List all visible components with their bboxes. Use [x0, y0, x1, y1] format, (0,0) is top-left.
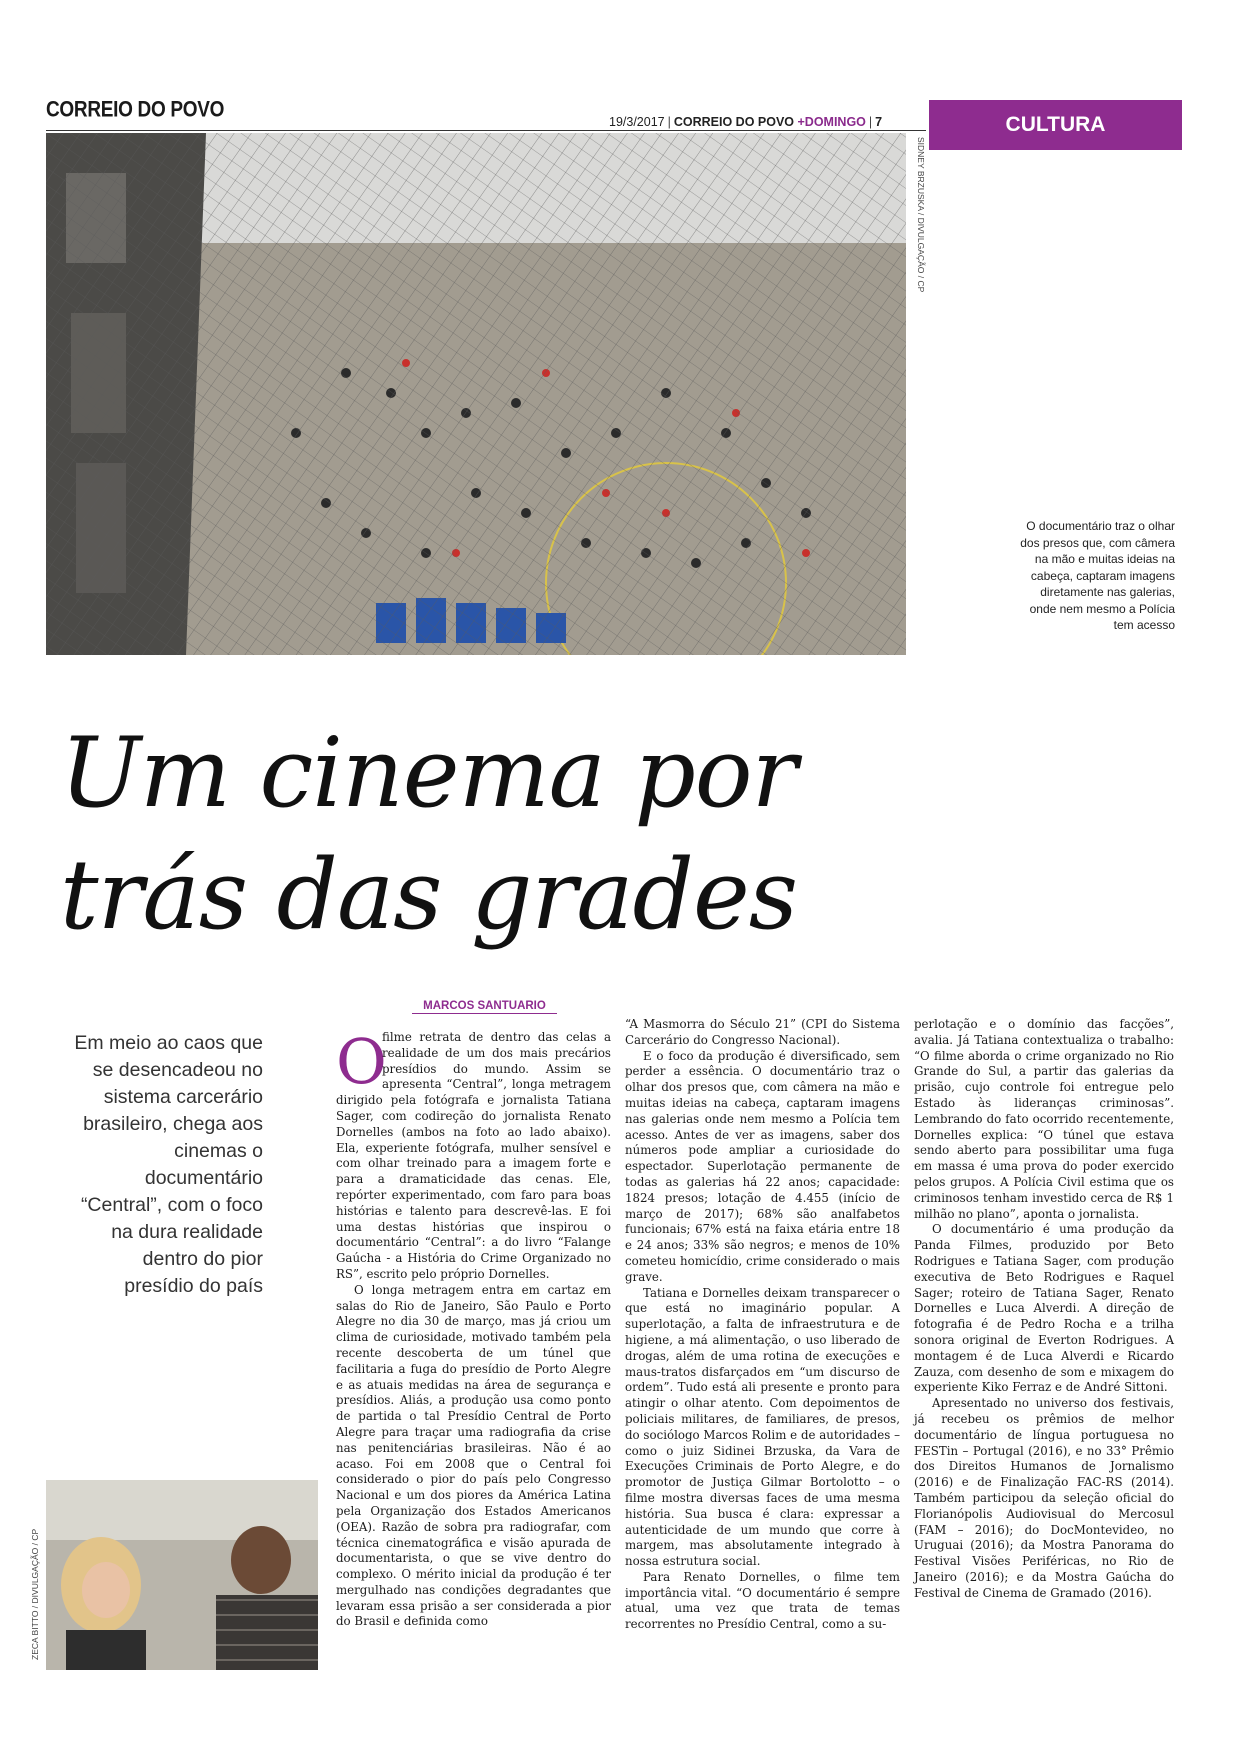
article-paragraph: O filme retrata de dentro das celas a realidade de um dos mais precários presídios do mundo. Assim se apresenta “Central”, longa metragem dirigido pela fotógrafa e jornalista Tatiana Sager, com codireção do jornalista Renato Dornelles (ambos na foto ao lado abaixo). Ela, experiente fotógrafa, mulher sensível e com olhar treinado para a imagem forte e para a dramaticidade das cenas. Ele, repórter experimentado, com faro para boas histórias e talento para descrevê-las. E foi uma destas histórias que inspirou o documentário “Central”: a do livro “Falange Gaúcha - a História do Crime Organizado no RS”, escrito pelo próprio Dornelles. — [336, 1025, 611, 1281]
article-column-3 — [914, 1017, 1174, 1601]
header-rule — [46, 130, 926, 131]
article-paragraph: O documentário é uma produção da Panda Filmes, produzido por Beto Rodrigues e Tatiana Sager, com produção executiva de Beto Rodrigues e Raquel Sager; roteiro de Tatiana Sager, Renato Dornelles e Luca Alverdi. A direção de fotografia é de Pedro Rocha e a trilha sonora original de Everton Rodrigues. A montagem é de Luca Alverdi e Ricardo Zauza, com desenho de som e mixagem do experiente Kiko Ferraz e de André Sittoni. — [914, 1222, 1174, 1395]
directors-photo — [46, 1480, 318, 1670]
photo-credit-main: SIDNEY BRZUSKA / DIVULGAÇÃO / CP — [916, 137, 926, 293]
article-paragraph: perlotação e o domínio das facções”, avalia. Já Tatiana contextualiza o trabalho: “O filme aborda o crime organizado no Rio Grande do Sul, a partir das galerias da prisão, cujo controle foi entregue pelo Estado às lideranças criminosas”. Lembrando do fato ocorrido recentemente, Dornelles explica: “O túnel que estava sendo aberto para possibilitar uma fuga em massa é uma prova do poder exercido pelos grupos. A Polícia Civil estima que os criminosos tenham investido cerca de R$ 1 milhão no plano”, aponta o jornalista. — [914, 1017, 1174, 1221]
article-column-1 — [336, 1025, 611, 1630]
headline-line-2: trás das grades — [60, 839, 798, 951]
photo-credit-small: ZECA BITTO / DIVULGAÇÃO / CP — [30, 1528, 40, 1660]
dateline: 19/3/2017 | CORREIO DO POVO +DOMINGO | 7 — [609, 115, 883, 129]
paper-name: CORREIO DO POVO — [673, 115, 795, 129]
article-paragraph: “A Masmorra do Século 21” (CPI do Sistema Carcerário do Congresso Nacional). — [625, 1017, 900, 1047]
headline-line-1: Um cinema por — [60, 717, 797, 829]
prison-yard-photo — [46, 133, 906, 655]
drop-cap: O — [336, 1025, 387, 1098]
page-number: 7 — [875, 115, 883, 129]
headline — [60, 712, 960, 956]
edition-name: +DOMINGO — [797, 115, 866, 129]
section-label: CULTURA — [929, 100, 1182, 150]
standfirst: Em meio ao caos que se desencadeou no sistema carcerário brasileiro, chega aos cinemas o documentário “Central”, com o foco na dura realidade dentro do pior presídio do país — [74, 1032, 263, 1297]
byline: MARCOS SANTUARIO — [412, 1000, 557, 1014]
article-paragraph: Para Renato Dornelles, o filme tem importância vital. “O documentário é sempre atual, uma vez que trata de temas recorrentes no Presídio Central, como a su- — [625, 1569, 900, 1632]
date: 19/3/2017 — [609, 115, 665, 129]
photo-caption: O documentário traz o olhar dos presos que, com câmera na mão e muitas ideias na cabeça, captaram imagens diretamente nas galerias, onde nem mesmo a Polícia tem acesso — [1020, 519, 1175, 632]
article-paragraph: Tatiana e Dornelles deixam transparecer o que está no imaginário popular. A superlotação, a falta de infraestrutura e de higiene, a má alimentação, o uso liberado de drogas, além de uma rotina de execuções e maus-tratos disfarçados em “um discurso de ordem”. Tudo está ali presente e pronto para atingir o olhar atento. Com depoimentos de policiais militares, de familiares, de presos, do sociólogo Marcos Rolim e de autoridades – como o juiz Sidinei Brzuska, da Vara de Execuções Criminais de Porto Alegre, e do promotor de Justiça Gilmar Bortolotto – o filme mostra diversas faces de uma mesma história. Sua busca é clara: expressar a autenticidade de um mundo que corre à margem, mas absolutamente integrado à nossa estrutura social. — [625, 1285, 900, 1569]
article-paragraph: E o foco da produção é diversificado, sem perder a essência. O documentário traz o olhar dos presos que, com câmera na mão e muitas ideias na cabeça, captaram imagens nas galerias onde nem mesmo a Polícia tem acesso. Antes de ver as imagens, saber dos números pode ampliar a curiosidade do espectador. Superlotação permanente de todas as galerias há 22 anos; capacidade: 1824 presos; lotação de 4.455 (início de março de 2017); 68% são analfabetos funcionais; 67% está na faixa etária entre 18 e 24 anos; 33% são negros; e menos de 10% cometeu homicídio, crime considerado o mais grave. — [625, 1048, 900, 1284]
article-paragraph: O longa metragem entra em cartaz em salas do Rio de Janeiro, São Paulo e Porto Alegre no dia 30 de março, mas já criou um clima de curiosidade, motivado também pela recente descoberta de um túnel que facilitaria a fuga do presídio de Porto Alegre e as atuais medidas na área de segurança e presídios. Aliás, a produção usa como ponto de partida o tal Presídio Central de Porto Alegre para traçar uma radiografia da crise nas penitenciárias brasileiras. Não é ao acaso. Foi em 2008 que o Central foi considerado o pior do país pelo Congresso Nacional e um dos piores da América Latina pela Organização dos Estados Americanos (OEA). Razão de sobra pra radiografar, com técnica cinematográfica e visão apurada de documentarista, o que se vive dentro do complexo. O mérito inicial da produção é ter mergulhado nas condições degradantes que levaram essa prisão a ser considerada a pior do Brasil e definida como — [336, 1282, 611, 1629]
masthead-logo: CORREIO DO POVO — [46, 98, 225, 123]
article-paragraph: Apresentado no universo dos festivais, já recebeu os prêmios de melhor documentário de língua portuguesa no FESTin – Portugal (2016), e no 33° Prêmio dos Direitos Humanos de Jornalismo (2016) e de Finalização FAC-RS (2014). Também participou da seleção oficial do Florianópolis Audiovisual do Mercosul (FAM – 2016); do DocMontevideo, no Uruguai (2016); da Mostra Panorama do Festival Visões Periféricas, no Rio de Janeiro (2016); e da Mostra Gaúcha do Festival de Cinema de Gramado (2016). — [914, 1396, 1174, 1600]
article-column-2 — [625, 1017, 900, 1633]
